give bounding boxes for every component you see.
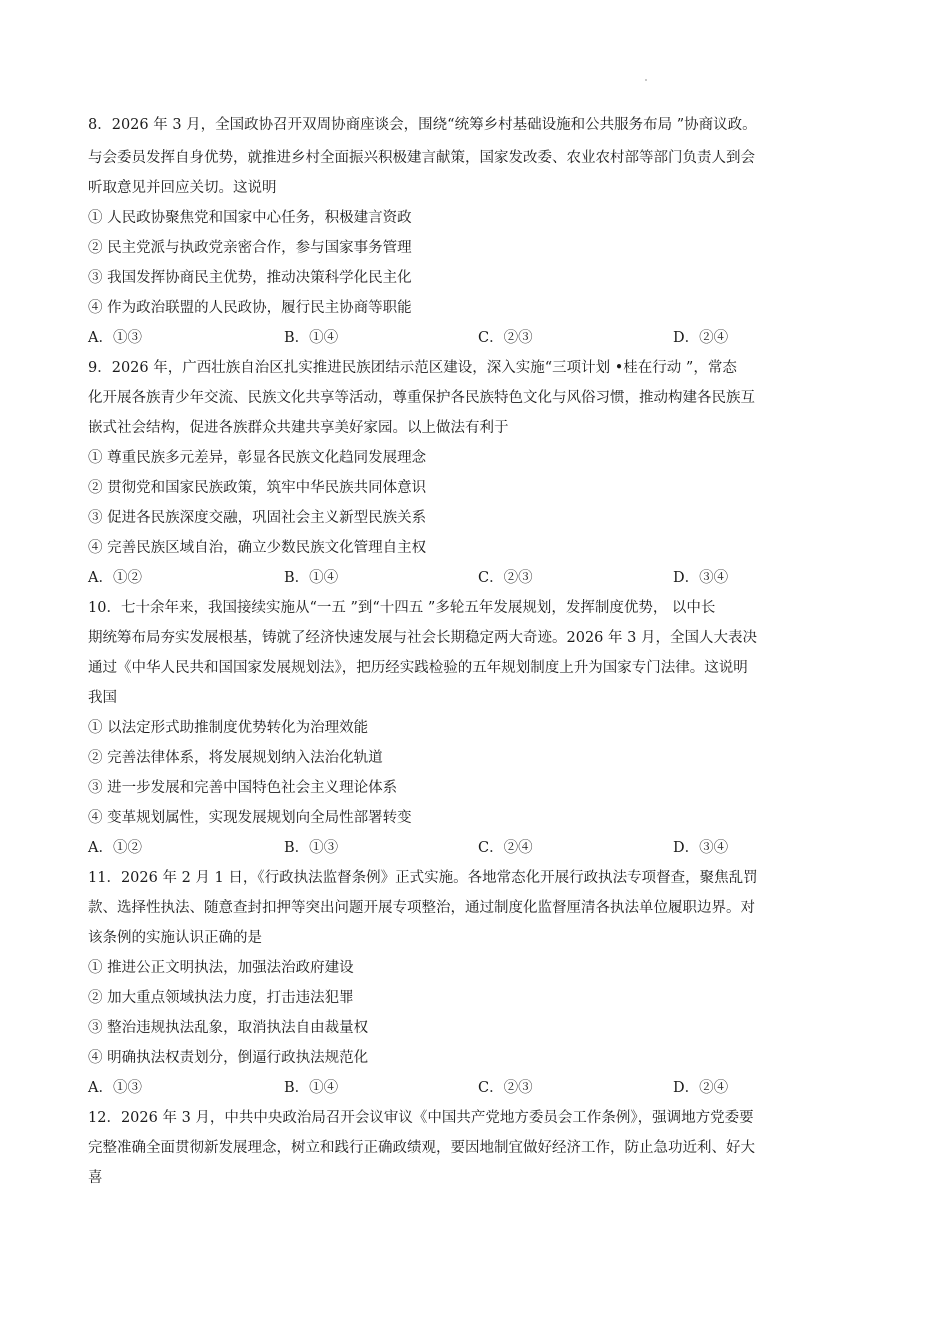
question-stem-line: 嵌式社会结构，促进各族群众共建共享美好家园。以上做法有利于 bbox=[88, 420, 509, 436]
answer-choices bbox=[88, 1073, 868, 1103]
scan-speck bbox=[645, 79, 647, 81]
question-stem-line: 款、选择性执法、随意查封扣押等突出问题开展专项整治，通过制度化监督厘清各执法单位履职边界。对 bbox=[88, 900, 755, 916]
answer-choice-c: C．②④ bbox=[478, 840, 533, 856]
answer-choices bbox=[88, 563, 868, 593]
answer-choice-d: D．③④ bbox=[673, 570, 729, 586]
statement-option: ① 推进公正文明执法，加强法治政府建设 bbox=[88, 960, 354, 976]
question-stem-line: 完整准确全面贯彻新发展理念，树立和践行正确政绩观，要因地制宜做好经济工作，防止急功近利、好大 bbox=[88, 1140, 755, 1156]
statement-option: ③ 促进各民族深度交融，巩固社会主义新型民族关系 bbox=[88, 510, 427, 526]
statement-option: ② 贯彻党和国家民族政策，筑牢中华民族共同体意识 bbox=[88, 480, 427, 496]
statement-option: ③ 整治违规执法乱象，取消执法自由裁量权 bbox=[88, 1020, 369, 1036]
question-9 bbox=[88, 353, 868, 593]
answer-choices bbox=[88, 833, 868, 863]
answer-choices bbox=[88, 323, 868, 353]
question-stem-line: 与会委员发挥自身优势，就推进乡村全面振兴积极建言献策，国家发改委、农业农村部等部门负责人到会 bbox=[88, 150, 755, 166]
statement-option: ④ 明确执法权责划分，倒逼行政执法规范化 bbox=[88, 1050, 369, 1066]
answer-choice-c: C．②③ bbox=[478, 570, 533, 586]
question-stem-line: 10．七十余年来，我国接续实施从“一五 ”到“十四五 ”多轮五年发展规划，发挥制度优势， 以中长 bbox=[88, 600, 716, 616]
question-8 bbox=[88, 116, 868, 353]
question-stem-line: 喜 bbox=[88, 1170, 103, 1186]
question-12 bbox=[88, 1103, 868, 1193]
statement-option: ② 民主党派与执政党亲密合作，参与国家事务管理 bbox=[88, 240, 412, 256]
answer-choice-c: C．②③ bbox=[478, 1080, 533, 1096]
question-10 bbox=[88, 593, 868, 863]
answer-choice-a: A．①② bbox=[88, 570, 142, 586]
statement-option: ④ 变革规划属性，实现发展规划向全局性部署转变 bbox=[88, 810, 412, 826]
statement-option: ④ 作为政治联盟的人民政协，履行民主协商等职能 bbox=[88, 300, 412, 316]
question-stem-line: 听取意见并回应关切。这说明 bbox=[88, 180, 277, 196]
answer-choice-c: C．②③ bbox=[478, 330, 533, 346]
answer-choice-d: D．②④ bbox=[673, 330, 729, 346]
answer-choice-a: A．①③ bbox=[88, 330, 142, 346]
statement-option: ① 以法定形式助推制度优势转化为治理效能 bbox=[88, 720, 369, 736]
answer-choice-b: B．①④ bbox=[284, 570, 339, 586]
question-stem-line: 11．2026 年 2 月 1 日，《行政执法监督条例》正式实施。各地常态化开展行政执法专项督查，聚焦乱罚 bbox=[88, 870, 758, 886]
statement-option: ④ 完善民族区域自治，确立少数民族文化管理自主权 bbox=[88, 540, 427, 556]
question-list bbox=[88, 116, 868, 1193]
answer-choice-b: B．①③ bbox=[284, 840, 339, 856]
answer-choice-a: A．①② bbox=[88, 840, 142, 856]
question-stem-line: 12．2026 年 3 月，中共中央政治局召开会议审议《中国共产党地方委员会工作条例》，强调地方党委要 bbox=[88, 1110, 754, 1126]
statement-option: ③ 我国发挥协商民主优势，推动决策科学化民主化 bbox=[88, 270, 412, 286]
question-stem-line: 期统筹布局夯实发展根基，铸就了经济快速发展与社会长期稳定两大奇迹。2026 年 3 月，全国人大表决 bbox=[88, 630, 757, 646]
answer-choice-d: D．③④ bbox=[673, 840, 729, 856]
answer-choice-b: B．①④ bbox=[284, 1080, 339, 1096]
statement-option: ③ 进一步发展和完善中国特色社会主义理论体系 bbox=[88, 780, 398, 796]
answer-choice-b: B．①④ bbox=[284, 330, 339, 346]
statement-option: ② 加大重点领域执法力度，打击违法犯罪 bbox=[88, 990, 354, 1006]
answer-choice-a: A．①③ bbox=[88, 1080, 142, 1096]
question-stem-line: 化开展各族青少年交流、民族文化共享等活动，尊重保护各民族特色文化与风俗习惯，推动构建各民族互 bbox=[88, 390, 755, 406]
statement-option: ① 尊重民族多元差异，彰显各民族文化趋同发展理念 bbox=[88, 450, 427, 466]
statement-option: ② 完善法律体系，将发展规划纳入法治化轨道 bbox=[88, 750, 383, 766]
statement-option: ① 人民政协聚焦党和国家中心任务，积极建言资政 bbox=[88, 210, 412, 226]
answer-choice-d: D．②④ bbox=[673, 1080, 729, 1096]
question-11 bbox=[88, 863, 868, 1103]
question-stem-line: 8．2026 年 3 月，全国政协召开双周协商座谈会，围绕“统筹乡村基础设施和公共服务布局 ”协商议政。 bbox=[88, 117, 757, 133]
question-stem-line: 通过《中华人民共和国国家发展规划法》，把历经实践检验的五年规划制度上升为国家专门法律。这说明 bbox=[88, 660, 748, 676]
question-stem-line: 该条例的实施认识正确的是 bbox=[88, 930, 262, 946]
question-stem-line: 我国 bbox=[88, 690, 117, 706]
question-stem-line: 9．2026 年，广西壮族自治区扎实推进民族团结示范区建设，深入实施“三项计划 •桂在行动 ”，常态 bbox=[88, 360, 737, 376]
